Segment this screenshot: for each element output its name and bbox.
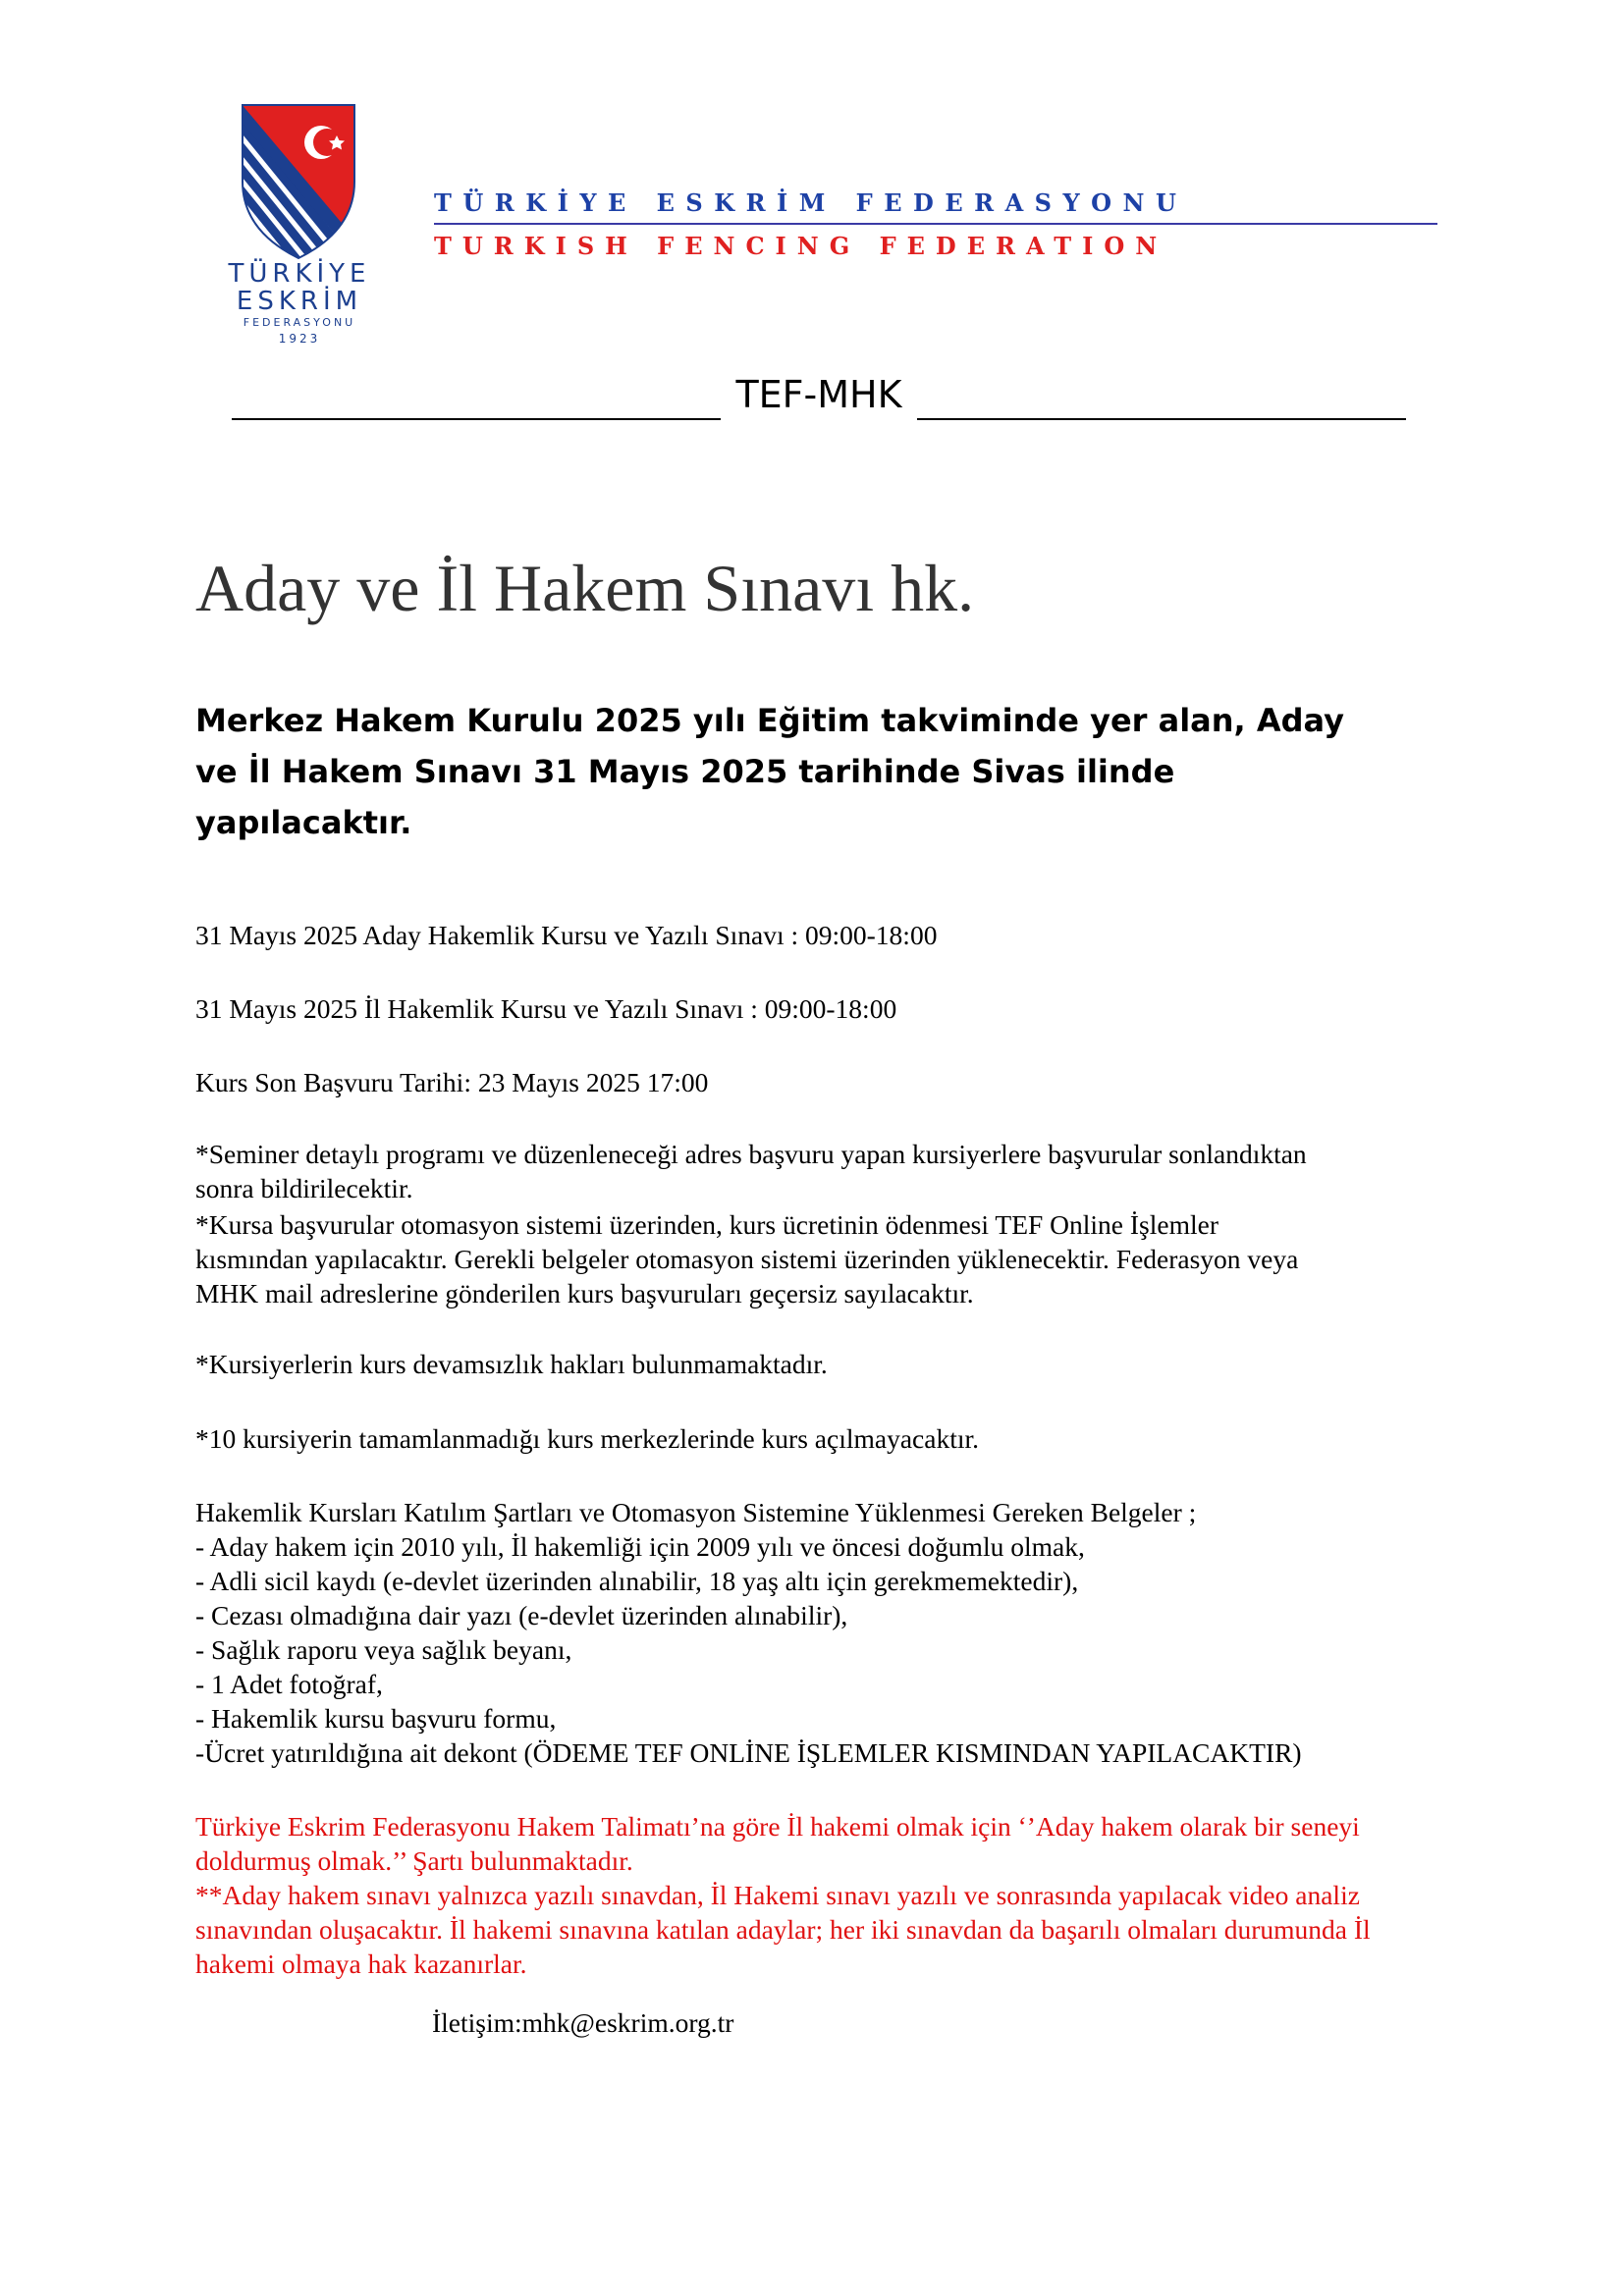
requirement-item: - Hakemlik kursu başvuru formu, <box>195 1703 557 1734</box>
logo-text-turkiye: TÜRKİYE <box>228 259 371 289</box>
note-basvuru <box>195 1207 1472 1310</box>
talimat-note <box>195 1809 1472 1981</box>
requirements-list <box>195 1495 1472 1770</box>
requirement-item: - Adli sicil kaydı (e-devlet üzerinden alınabilir, 18 yaş altı için gerekmemektedir), <box>195 1566 1079 1596</box>
requirement-item: - Cezası olmadığına dair yazı (e-devlet üzerinden alınabilir), <box>195 1600 848 1630</box>
sinav-line: **Aday hakem sınavı yalnızca yazılı sınavdan, İl Hakemi sınavı yazılı ve sonrasında yapılacak video analiz <box>195 1880 1360 1910</box>
talimat-line: doldurmuş olmak.’’ Şartı bulunmaktadır. <box>195 1845 633 1876</box>
note-line: MHK mail adreslerine gönderilen kurs başvuruları geçersiz sayılacaktır. <box>195 1278 974 1308</box>
intro-line: yapılacaktır. <box>195 804 412 841</box>
intro-paragraph <box>195 695 1433 848</box>
header-divider <box>434 223 1437 225</box>
intro-line: Merkez Hakem Kurulu 2025 yılı Eğitim takviminde yer alan, Aday <box>195 702 1344 739</box>
requirement-item: -Ücret yatırıldığına ait dekont (ÖDEME TEF ONLİNE İŞLEMLER KISMINDAN YAPILACAKTIR) <box>195 1737 1302 1768</box>
code-underline-right <box>917 418 1406 420</box>
sinav-line: hakemi olmaya hak kazanırlar. <box>195 1949 527 1979</box>
note-line: *Kursa başvurular otomasyon sistemi üzerinden, kurs ücretinin ödenmesi TEF Online İşlemler <box>195 1209 1218 1240</box>
intro-line: ve İl Hakem Sınavı 31 Mayıs 2025 tarihinde Sivas ilinde <box>195 753 1175 790</box>
document-code: TEF-MHK <box>735 373 902 416</box>
code-underline-left <box>232 418 721 420</box>
document-code-line <box>232 365 1406 424</box>
document-title: Aday ve İl Hakem Sınavı hk. <box>195 551 975 625</box>
federation-logo <box>216 103 383 353</box>
requirement-item: - Aday hakem için 2010 yılı, İl hakemliği için 2009 yılı ve öncesi doğumlu olmak, <box>195 1531 1085 1562</box>
schedule-il: 31 Mayıs 2025 İl Hakemlik Kursu ve Yazılı Sınavı : 09:00-18:00 <box>195 993 897 1024</box>
note-kontenjan: *10 kursiyerin tamamlanmadığı kurs merkezlerinde kurs açılmayacaktır. <box>195 1423 979 1454</box>
talimat-line: Türkiye Eskrim Federasyonu Hakem Talimatı’na göre İl hakemi olmak için ‘’Aday hakem olarak bir seneyi <box>195 1811 1360 1842</box>
logo-text-federasyonu: FEDERASYONU <box>243 316 356 329</box>
note-devamsizlik: *Kursiyerlerin kurs devamsızlık hakları bulunmamaktadır. <box>195 1349 828 1379</box>
requirement-item: - Sağlık raporu veya sağlık beyanı, <box>195 1634 572 1665</box>
requirement-item: - 1 Adet fotoğraf, <box>195 1669 383 1699</box>
schedule-aday: 31 Mayıs 2025 Aday Hakemlik Kursu ve Yazılı Sınavı : 09:00-18:00 <box>195 920 938 950</box>
sinav-line: sınavından oluşacaktır. İl hakemi sınavına katılan adaylar; her iki sınavdan da başarılı olmaları durumunda İl <box>195 1914 1371 1945</box>
note-seminer <box>195 1137 1472 1205</box>
federation-name-english: TURKISH FENCING FEDERATION <box>434 232 1168 260</box>
logo-text-year: 1923 <box>278 332 321 346</box>
federation-name-turkish: TÜRKİYE ESKRİM FEDERASYONU <box>434 188 1188 217</box>
application-deadline: Kurs Son Başvuru Tarihi: 23 Mayıs 2025 17:00 <box>195 1067 709 1097</box>
note-line: kısmından yapılacaktır. Gerekli belgeler otomasyon sistemi üzerinden yüklenecektir. Federasyon veya <box>195 1244 1299 1274</box>
note-line: sonra bildirilecektir. <box>195 1173 413 1203</box>
shield-icon <box>241 103 356 260</box>
requirements-heading: Hakemlik Kursları Katılım Şartları ve Otomasyon Sistemine Yüklenmesi Gereken Belgeler ; <box>195 1497 1197 1527</box>
logo-text-eskrim: ESKRİM <box>236 287 363 316</box>
contact-email: İletişim:mhk@eskrim.org.tr <box>432 2007 734 2038</box>
note-line: *Seminer detaylı programı ve düzenleneceği adres başvuru yapan kursiyerlere başvurular sonlandıktan <box>195 1139 1307 1169</box>
